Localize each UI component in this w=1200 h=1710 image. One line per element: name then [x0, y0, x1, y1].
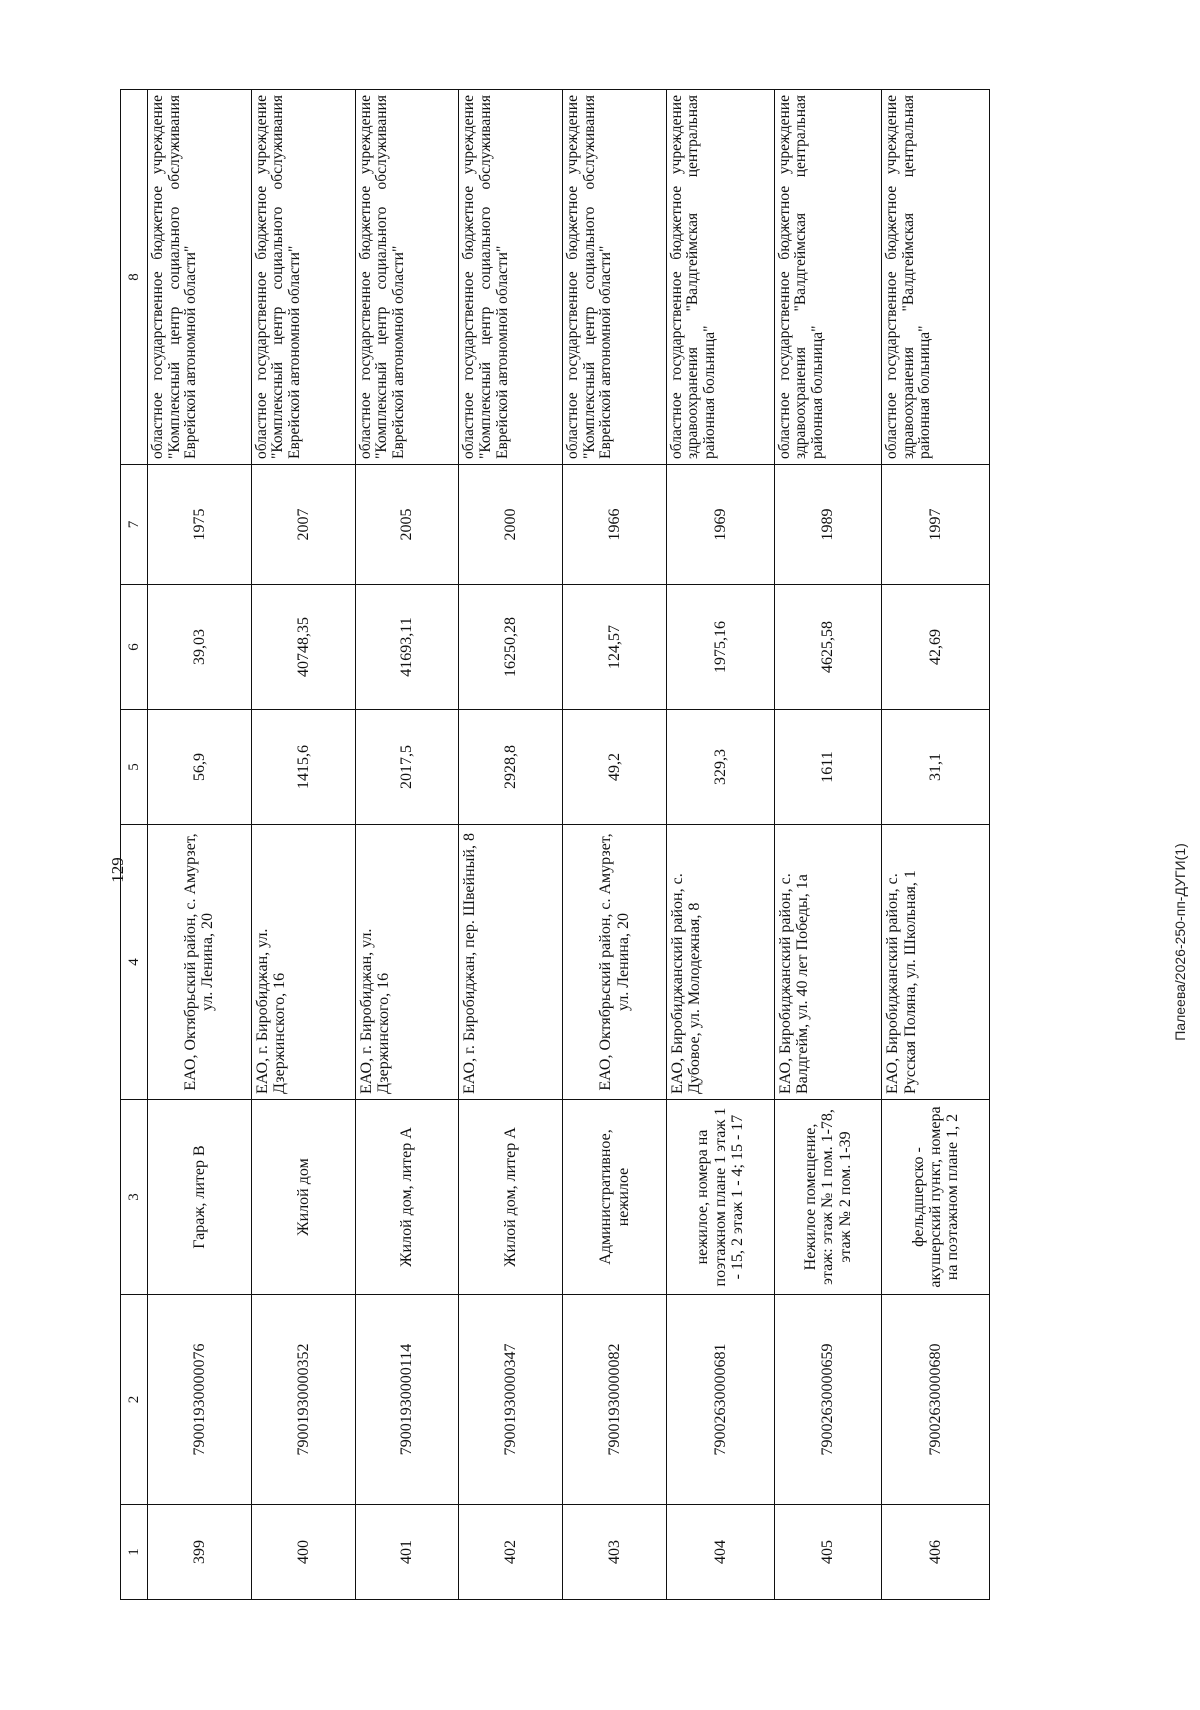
cadastral-number: 79002630000680	[882, 1295, 990, 1505]
table-row	[882, 90, 990, 1600]
object-year: 1975	[148, 465, 252, 585]
rights-holder: областное государственное бюджетное учреждение здравоохранения "Валдгеймская центральная районная больница"	[882, 90, 990, 465]
cadastral-number: 79001930000114	[355, 1295, 459, 1505]
object-value: 124,57	[563, 585, 667, 710]
row-number: 405	[774, 1505, 882, 1600]
row-number: 400	[251, 1505, 355, 1600]
object-year: 1997	[882, 465, 990, 585]
column-header: 4	[121, 825, 148, 1100]
row-number: 402	[459, 1505, 563, 1600]
row-number: 404	[666, 1505, 774, 1600]
rights-holder: областное государственное бюджетное учреждение "Комплексный центр социального обслуживания Еврейской автономной области"	[355, 90, 459, 465]
object-name: Административное, нежилое	[563, 1100, 667, 1295]
object-value: 1975,16	[666, 585, 774, 710]
cadastral-number: 79002630000659	[774, 1295, 882, 1505]
object-value: 4625,58	[774, 585, 882, 710]
row-number: 399	[148, 1505, 252, 1600]
row-number: 401	[355, 1505, 459, 1600]
object-area: 56,9	[148, 710, 252, 825]
object-value: 16250,28	[459, 585, 563, 710]
column-header: 2	[121, 1295, 148, 1505]
cadastral-number: 79001930000352	[251, 1295, 355, 1505]
object-address: ЕАО, Октябрьский район, с. Амурзет, ул. Ленина, 20	[563, 825, 667, 1100]
object-name: Жилой дом, литер А	[459, 1100, 563, 1295]
object-area: 329,3	[666, 710, 774, 825]
object-area: 1611	[774, 710, 882, 825]
object-area: 1415,6	[251, 710, 355, 825]
cadastral-number: 79001930000076	[148, 1295, 252, 1505]
rights-holder: областное государственное бюджетное учреждение "Комплексный центр социального обслуживания Еврейской автономной области"	[563, 90, 667, 465]
object-year: 1989	[774, 465, 882, 585]
rights-holder: областное государственное бюджетное учреждение "Комплексный центр социального обслуживания Еврейской автономной области"	[459, 90, 563, 465]
column-header: 1	[121, 1505, 148, 1600]
cadastral-number: 79001930000082	[563, 1295, 667, 1505]
row-number: 403	[563, 1505, 667, 1600]
object-address: ЕАО, г. Биробиджан, пер. Швейный, 8	[459, 825, 563, 1100]
column-header: 6	[121, 585, 148, 710]
object-address: ЕАО, Биробиджанский район, с. Русская Поляна, ул. Школьная, 1	[882, 825, 990, 1100]
object-area: 2928,8	[459, 710, 563, 825]
table-row	[774, 90, 882, 1600]
property-table-wrapper	[120, 90, 990, 1600]
property-table	[120, 89, 990, 1600]
object-value: 41693,11	[355, 585, 459, 710]
object-year: 2005	[355, 465, 459, 585]
object-name: Гараж, литер В	[148, 1100, 252, 1295]
object-area: 49,2	[563, 710, 667, 825]
object-address: ЕАО, Октябрьский район, с. Амурзет, ул. Ленина, 20	[148, 825, 252, 1100]
object-area: 31,1	[882, 710, 990, 825]
table-row	[666, 90, 774, 1600]
column-header: 5	[121, 710, 148, 825]
table-row	[563, 90, 667, 1600]
cadastral-number: 79001930000347	[459, 1295, 563, 1505]
table-row	[459, 90, 563, 1600]
object-address: ЕАО, Биробиджанский район, с. Дубовое, ул. Молодежная, 8	[666, 825, 774, 1100]
object-area: 2017,5	[355, 710, 459, 825]
object-year: 2000	[459, 465, 563, 585]
object-year: 1966	[563, 465, 667, 585]
table-row	[251, 90, 355, 1600]
rights-holder: областное государственное бюджетное учреждение здравоохранения "Валдгеймская центральная районная больница"	[666, 90, 774, 465]
object-name: Жилой дом, литер А	[355, 1100, 459, 1295]
object-value: 40748,35	[251, 585, 355, 710]
object-address: ЕАО, г. Биробиджан, ул. Дзержинского, 16	[251, 825, 355, 1100]
table-row	[148, 90, 252, 1600]
object-name: Жилой дом	[251, 1100, 355, 1295]
rights-holder: областное государственное бюджетное учреждение "Комплексный центр социального обслуживания Еврейской автономной области"	[148, 90, 252, 465]
rights-holder: областное государственное бюджетное учреждение здравоохранения "Валдгеймская центральная районная больница"	[774, 90, 882, 465]
object-address: ЕАО, Биробиджанский район, с. Валдгейм, ул. 40 лет Победы, 1а	[774, 825, 882, 1100]
object-year: 2007	[251, 465, 355, 585]
object-value: 39,03	[148, 585, 252, 710]
object-value: 42,69	[882, 585, 990, 710]
column-header: 3	[121, 1100, 148, 1295]
page-number: 129	[108, 857, 127, 883]
document-footer: Палеева/2026-250-пп-ДУГИ(1)	[1172, 843, 1188, 1041]
column-header: 8	[121, 90, 148, 465]
rights-holder: областное государственное бюджетное учреждение "Комплексный центр социального обслуживания Еврейской автономной области"	[251, 90, 355, 465]
cadastral-number: 79002630000681	[666, 1295, 774, 1505]
object-address: ЕАО, г. Биробиджан, ул. Дзержинского, 16	[355, 825, 459, 1100]
object-name: фельдшерско - акушерский пункт, номера на поэтажном плане 1, 2	[882, 1100, 990, 1295]
column-header: 7	[121, 465, 148, 585]
table-row	[355, 90, 459, 1600]
row-number: 406	[882, 1505, 990, 1600]
object-year: 1969	[666, 465, 774, 585]
object-name: нежилое, номера на поэтажном плане 1 этаж 1 - 15, 2 этаж 1 - 4; 15 - 17	[666, 1100, 774, 1295]
table-header-row	[121, 90, 148, 1600]
object-name: Нежилое помещение, этаж: этаж № 1 пом. 1-78, этаж № 2 пом. 1-39	[774, 1100, 882, 1295]
